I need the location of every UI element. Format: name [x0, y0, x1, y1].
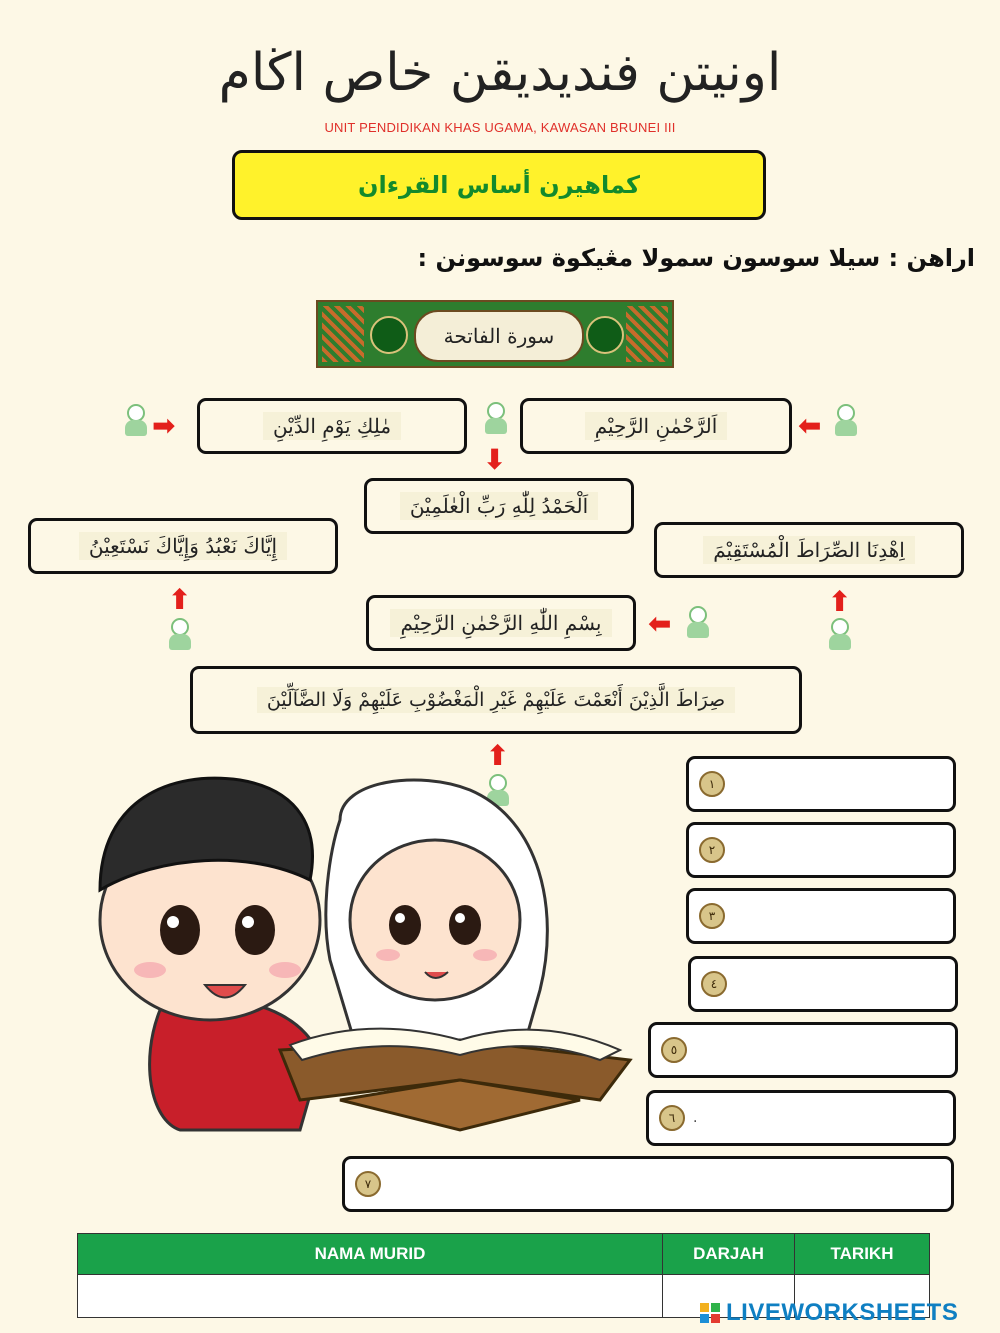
arrow-left-icon: ⬅: [648, 607, 672, 640]
verse-card-ihdina[interactable]: [654, 522, 964, 578]
verse-text: إِيَّاكَ نَعْبُدُ وَإِيَّاكَ نَسْتَعِيْنُ: [79, 532, 287, 560]
reading-kid-icon: [484, 402, 508, 436]
answer-box-2[interactable]: [686, 822, 956, 878]
answer-box-4[interactable]: [688, 956, 958, 1012]
verse-card-bismillah[interactable]: [366, 595, 636, 651]
answer-box-5[interactable]: [648, 1022, 958, 1078]
medallion-right-icon: [586, 316, 624, 354]
arrow-up-icon: ⬆: [828, 585, 852, 618]
answer-box-3[interactable]: [686, 888, 956, 944]
arrow-down-icon: ⬇: [483, 443, 507, 476]
medallion-left-icon: [370, 316, 408, 354]
arrow-up-icon: ⬆: [486, 739, 510, 772]
verse-card-alhamdu[interactable]: [364, 478, 634, 534]
reading-kid-icon: [828, 618, 852, 652]
answer-box-7[interactable]: [342, 1156, 954, 1212]
surah-title-frame: [316, 300, 674, 368]
header-nama-murid: NAMA MURID: [78, 1234, 663, 1275]
reading-kid-icon: [124, 404, 148, 438]
number-badge-icon: ٤: [701, 971, 727, 997]
verse-text: بِسْمِ اللّٰهِ الرَّحْمٰنِ الرَّحِيْمِ: [390, 609, 611, 637]
answer-box-6[interactable]: [646, 1090, 956, 1146]
verse-card-iyyaka[interactable]: [28, 518, 338, 574]
answer-value: .: [693, 1110, 698, 1126]
number-badge-icon: ١: [699, 771, 725, 797]
school-title-jawi: اونيتن فنديديقن خاص اڬام: [218, 43, 782, 103]
verse-card-arrahman[interactable]: [520, 398, 792, 454]
instruction-text: اراهن : سيلا سوسون سمولا مڠيكوة سوسونن :: [417, 244, 975, 272]
ornament-right: [626, 306, 668, 362]
number-badge-icon: ٣: [699, 903, 725, 929]
number-badge-icon: ٥: [661, 1037, 687, 1063]
surah-title: سورة الفاتحة: [414, 310, 584, 362]
header-darjah: DARJAH: [662, 1234, 794, 1275]
reading-kid-icon: [834, 404, 858, 438]
number-badge-icon: ٧: [355, 1171, 381, 1197]
number-badge-icon: ٦: [659, 1105, 685, 1131]
children-reading-illustration: [40, 760, 640, 1150]
verse-text: اِهْدِنَا الصِّرَاطَ الْمُسْتَقِيْمَ: [703, 536, 915, 564]
unit-subtitle: UNIT PENDIDIKAN KHAS UGAMA, KAWASAN BRUNEI III: [324, 120, 676, 135]
answer-box-1[interactable]: [686, 756, 956, 812]
verse-card-sirata[interactable]: [190, 666, 802, 734]
nama-murid-cell[interactable]: [78, 1275, 663, 1318]
verse-card-maliki[interactable]: [197, 398, 467, 454]
ornament-left: [322, 306, 364, 362]
topic-banner: [232, 150, 766, 220]
arrow-left-icon: ⬅: [798, 409, 822, 442]
number-badge-icon: ٢: [699, 837, 725, 863]
verse-text: اَلْحَمْدُ لِلّٰهِ رَبِّ الْعٰلَمِيْنَ: [400, 492, 598, 520]
liveworksheets-icon: [700, 1303, 720, 1323]
arrow-up-icon: ⬆: [168, 583, 192, 616]
arrow-right-icon: ➡: [152, 409, 176, 442]
liveworksheets-logo[interactable]: [700, 1297, 994, 1329]
reading-kid-icon: [686, 606, 710, 640]
verse-text: صِرَاطَ الَّذِيْنَ أَنْعَمْتَ عَلَيْهِمْ غَيْرِ الْمَغْضُوْبِ عَلَيْهِمْ وَلَا الضَّآلِّيْنَ: [257, 687, 735, 713]
header-tarikh: TARIKH: [795, 1234, 930, 1275]
verse-text: اَلرَّحْمٰنِ الرَّحِيْمِ: [585, 412, 728, 440]
verse-text: مٰلِكِ يَوْمِ الدِّيْنِ: [263, 412, 401, 440]
brand-text: LIVEWORKSHEETS: [726, 1299, 959, 1326]
reading-kid-icon: [168, 618, 192, 652]
topic-banner-text: كماهيرن أساس القرءان: [358, 171, 640, 199]
